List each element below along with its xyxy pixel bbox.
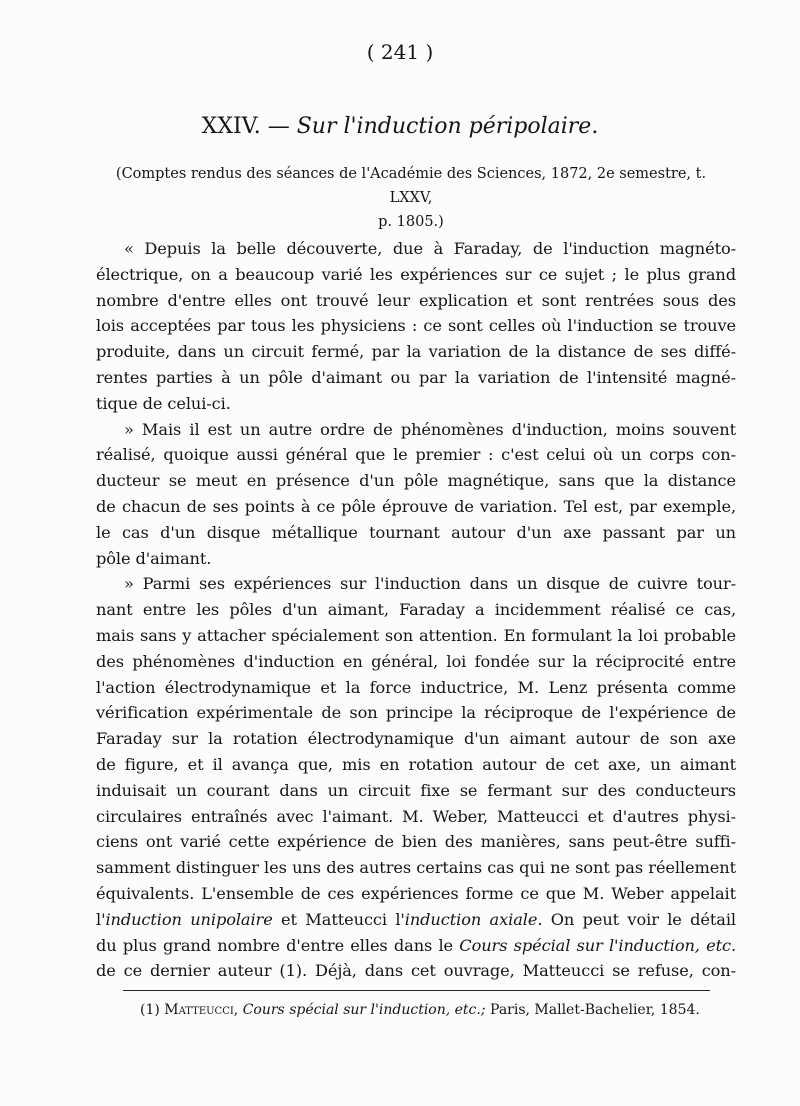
text-segment: . On peut voir le détail <box>537 909 736 929</box>
text-line: de chacun de ses points à ce pôle éprouve de variation. Tel est, par exemple, <box>96 496 736 516</box>
text-line: » Mais il est un autre ordre de phénomènes d'induction, moins souvent <box>124 419 736 439</box>
text-line: rentes parties à un pôle d'aimant ou par la variation de l'intensité magné- <box>96 367 736 387</box>
italic-term: induction axiale <box>404 909 538 929</box>
text-line: des phénomènes d'induction en général, loi fondée sur la réciprocité entre <box>96 651 736 671</box>
text-line: lois acceptées par tous les physiciens : ce sont celles où l'induction se trouve <box>96 316 736 336</box>
source-line-2: p. 1805.) <box>378 214 444 230</box>
text-line: de figure, et il avança que, mis en rotation autour de cet axe, un aimant <box>96 754 736 774</box>
text-line: produite, dans un circuit fermé, par la variation de la distance de ses diffé- <box>96 342 736 362</box>
footnote-marker: (1) <box>140 1002 165 1018</box>
source-line-1: (Comptes rendus des séances de l'Académie des Sciences, 1872, 2e semestre, t. LXXV, <box>115 166 707 206</box>
footnote <box>140 1002 740 1018</box>
text-line: équivalents. L'ensemble de ces expériences forme ce que M. Weber appelait <box>96 883 736 903</box>
text-line: induisait un courant dans un circuit fixe se fermant sur des conducteurs <box>96 780 736 800</box>
footnote-separator: , <box>233 1002 243 1018</box>
text-line: l'action électrodynamique et la force inductrice, M. Lenz présenta comme <box>96 677 736 697</box>
page-number: ( 241 ) <box>366 40 434 64</box>
text-line: tique de celui-ci. <box>96 393 231 413</box>
footnote-publisher: Paris, Mallet-Bachelier, 1854. <box>485 1002 700 1018</box>
text-line: circulaires entraînés avec l'aimant. M. Weber, Matteucci et d'autres physi- <box>96 806 736 826</box>
text-line: nant entre les pôles d'un aimant, Faraday a incidemment réalisé ce cas, <box>96 600 736 620</box>
text-line: réalisé, quoique aussi général que le premier : c'est celui où un corps con- <box>96 445 736 465</box>
article-number: XXIV. — <box>201 114 297 139</box>
text-line: ciens ont varié cette expérience de bien des manières, sans peut-être suffi- <box>96 832 736 852</box>
text-segment: du plus grand nombre d'entre elles dans le <box>96 935 460 955</box>
text-line: de ce dernier auteur (1). Déjà, dans cet ouvrage, Matteucci se refuse, con- <box>96 961 736 981</box>
source-citation <box>96 162 726 234</box>
text-line <box>96 907 736 933</box>
article-title-text: Sur l'induction péripolaire. <box>296 114 599 139</box>
text-line: électrique, on a beaucoup varié les expériences sur ce sujet ; le plus grand <box>96 264 736 284</box>
text-segment: et Matteucci l' <box>272 909 405 929</box>
text-segment: l' <box>96 909 106 929</box>
footnote-author: Matteucci <box>164 1002 234 1018</box>
text-line: « Depuis la belle découverte, due à Faraday, de l'induction magnéto- <box>124 239 736 258</box>
text-line: pôle d'aimant. <box>96 548 212 568</box>
footnote-work: Cours spécial sur l'induction, etc.; <box>242 1002 486 1018</box>
text-line: samment distinguer les uns des autres certains cas qui ne sont pas réellement <box>96 858 736 878</box>
article-title <box>0 114 800 139</box>
footnote-rule <box>123 990 710 991</box>
italic-term: induction unipolaire <box>105 909 273 929</box>
text-line: nombre d'entre elles ont trouvé leur explication et sont rentrées sous des <box>96 290 736 310</box>
text-line: » Parmi ses expériences sur l'induction dans un disque de cuivre tour- <box>124 574 736 594</box>
italic-title: Cours spécial sur l'induction, etc. <box>459 935 736 955</box>
text-line: le cas d'un disque métallique tournant autour d'un axe passant par un <box>96 522 736 542</box>
text-line: mais sans y attacher spécialement son attention. En formulant la loi probable <box>96 625 736 645</box>
text-line: ducteur se meut en présence d'un pôle magnétique, sans que la distance <box>96 471 736 491</box>
text-line <box>96 933 736 959</box>
text-line: Faraday sur la rotation électrodynamique d'un aimant autour de son axe <box>96 729 736 749</box>
body-text <box>96 236 736 984</box>
text-line: vérification expérimentale de son principe la réciproque de l'expérience de <box>96 703 736 723</box>
